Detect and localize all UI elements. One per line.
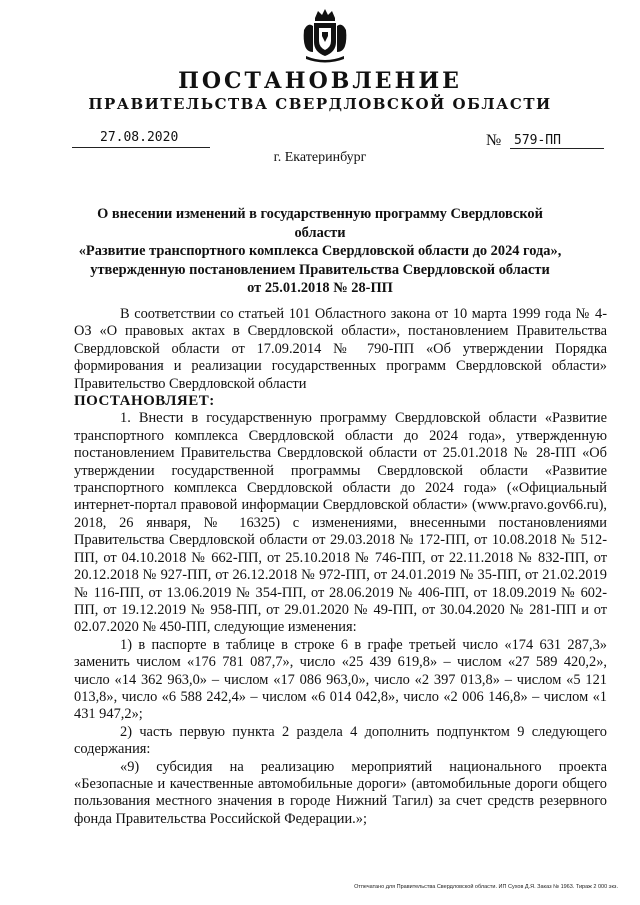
document-date: 27.08.2020 (100, 130, 179, 145)
resolves-heading: ПОСТАНОВЛЯЕТ: (74, 393, 215, 410)
subitem-1-paragraph: 1) в паспорте в таблице в строке 6 в графе третьей число «174 631 287,3» заменить числом «176 781 087,7», число «25 439 619,8» – числом «27 589 420,2», число «14 362 963,0» – числом «17 086 963,0», число «2 397 013,8» – числом «5 121 013,8», число «6 588 242,4» – числом «6 014 042,8», число «2 006 146,8» – числом «1 431 947,2»; (74, 636, 607, 723)
print-note: Отпечатано для Правительства Свердловской области. ИП Сухов Д.Я. Заказ № 1963. Тираж 2 000 экз. (354, 884, 618, 890)
document-type-title: ПОСТАНОВЛЕНИЕ (178, 68, 462, 94)
city-name: г. Екатеринбург (273, 150, 367, 165)
document-number: 579-ПП (514, 133, 561, 148)
date-underline (72, 147, 210, 148)
heading-line: утвержденную постановлением Правительства Свердловской области (90, 261, 550, 278)
document-heading (70, 205, 570, 298)
number-underline (510, 148, 604, 149)
number-label: № (486, 132, 502, 149)
heading-line: от 25.01.2018 № 28-ПП (247, 280, 393, 296)
item-1-paragraph: 1. Внести в государственную программу Свердловской области «Развитие транспортного комплекса Свердловской области до 2024 года», утвержденную постановлением Правительства Свердловской области от 25.01.2018 № 28-ПП «Об утверждении государственной программы Свердловской области «Развитие транспортного комплекса Свердловской области до 2024 года» («Официальный интернет-портал правовой информации Свердловской области» (www.pravo.gov66.ru), 2018, 26 января, № 16325) с изменениями, внесенными постановлениями Правительства Свердловской области от 29.03.2018 № 172-ПП, от 10.08.2018 № 512-ПП, от 04.10.2018 № 662-ПП, от 25.10.2018 № 746-ПП, от 22.11.2018 № 832-ПП, от 20.12.2018 № 927-ПП, от 26.12.2018 № 972-ПП, от 24.01.2019 № 35-ПП, от 21.02.2019 № 116-ПП, от 13.06.2019 № 354-ПП, от 28.06.2019 № 406-ПП, от 18.09.2019 № 602-ПП, от 19.12.2019 № 958-ПП, от 29.01.2020 № 49-ПП, от 30.04.2020 № 281-ПП и от 02.07.2020 № 450-ПП, следующие изменения: (74, 410, 607, 636)
heading-line: О внесении изменений в государственную программу Свердловской области (97, 206, 543, 241)
sverdlovsk-coat-of-arms-icon (300, 8, 350, 64)
preamble-paragraph: В соответствии со статьей 101 Областного закона от 10 марта 1999 года № 4-ОЗ «О правовых актах в Свердловской области», постановлением Правительства Свердловской области от 17.09.2014 № 790-ПП «Об утверждении Порядка формирования и реализации государственных программ Свердловской области» Правительство Свердловской области (74, 306, 607, 392)
issuer-subtitle: ПРАВИТЕЛЬСТВА СВЕРДЛОВСКОЙ ОБЛАСТИ (88, 95, 552, 113)
heading-line: «Развитие транспортного комплекса Свердловской области до 2024 года», (78, 243, 562, 259)
document-body (74, 306, 607, 828)
subitem-2-paragraph: 2) часть первую пункта 2 раздела 4 дополнить подпунктом 9 следующего содержания: (74, 723, 607, 758)
subitem-2-quote-paragraph: «9) субсидия на реализацию мероприятий национального проекта «Безопасные и качественные автомобильные дороги» (автомобильные дороги общего пользования местного значения в городе Нижний Тагил) за счет средств резервного фонда Правительства Российской Федерации.»; (74, 758, 607, 827)
